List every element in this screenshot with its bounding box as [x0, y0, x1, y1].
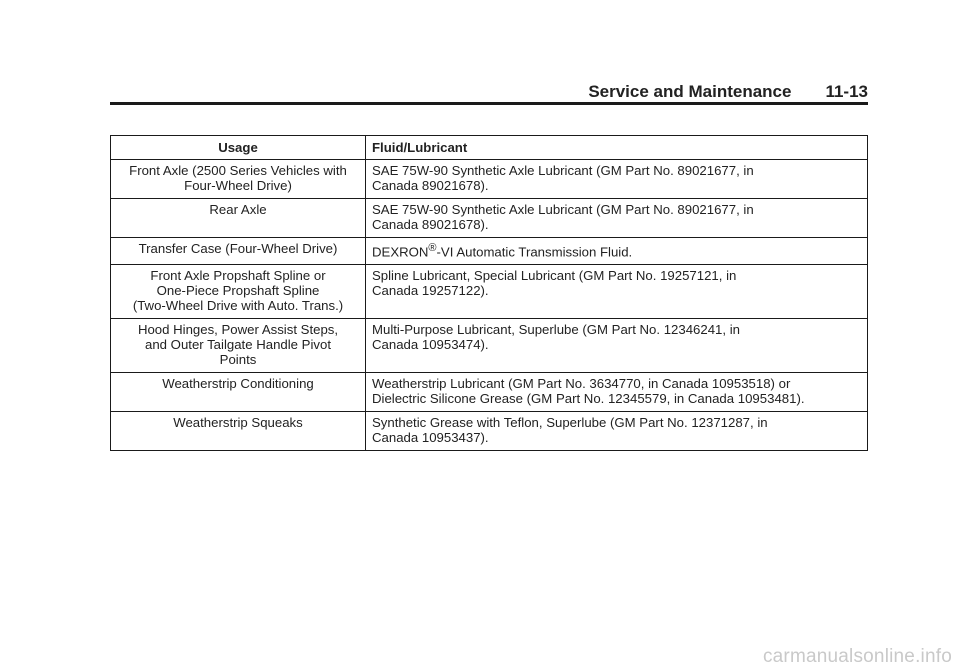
usage-line: (Two-Wheel Drive with Auto. Trans.): [132, 298, 344, 314]
usage-line: Front Axle Propshaft Spline or: [150, 268, 326, 284]
fluid-line: SAE 75W-90 Synthetic Axle Lubricant (GM Part No. 89021677, in: [372, 202, 754, 217]
fluid-cell: [366, 412, 868, 451]
fluid-line: Multi-Purpose Lubricant, Superlube (GM Part No. 12346241, in: [372, 322, 740, 338]
page-number: 11-13: [825, 82, 868, 101]
usage-cell: [111, 265, 366, 319]
table-row: [111, 412, 868, 451]
usage-line: Weatherstrip Conditioning: [162, 376, 314, 392]
fluid-cell: [366, 373, 868, 412]
usage-line: Front Axle (2500 Series Vehicles with: [129, 163, 347, 178]
page-header: [110, 80, 868, 102]
fluid-cell: [366, 199, 868, 238]
usage-line: One-Piece Propshaft Spline: [156, 283, 320, 299]
table-header-row: [111, 136, 868, 160]
fluid-line: Spline Lubricant, Special Lubricant (GM Part No. 19257121, in: [372, 268, 737, 284]
fluid-brand: DEXRON: [372, 244, 429, 260]
fluid-cell: [366, 238, 868, 265]
usage-line: Weatherstrip Squeaks: [173, 415, 303, 431]
table-row: [111, 265, 868, 319]
fluid-line: Weatherstrip Lubricant (GM Part No. 3634770, in Canada 10953518) or: [372, 376, 791, 392]
column-header-fluid: Fluid/Lubricant: [366, 136, 868, 160]
fluid-line: Canada 89021678).: [372, 178, 489, 193]
header-rule: [110, 102, 868, 105]
usage-cell: [111, 238, 366, 265]
fluid-line: Synthetic Grease with Teflon, Superlube (GM Part No. 12371287, in: [372, 415, 768, 431]
registered-mark: ®: [428, 242, 437, 254]
table-row: [111, 373, 868, 412]
fluid-line: Canada 10953437).: [372, 430, 489, 446]
fluid-cell: [366, 265, 868, 319]
usage-cell: [111, 373, 366, 412]
fluid-cell: [366, 160, 868, 199]
column-header-usage: Usage: [111, 136, 366, 160]
watermark: carmanualsonline.info: [762, 646, 952, 667]
usage-cell: [111, 199, 366, 238]
fluid-line: Dielectric Silicone Grease (GM Part No. 12345579, in Canada 10953481).: [372, 391, 805, 407]
fluid-line: Canada 19257122).: [372, 283, 489, 299]
usage-line: and Outer Tailgate Handle Pivot: [145, 337, 331, 353]
table-row: [111, 238, 868, 265]
usage-line: Hood Hinges, Power Assist Steps,: [137, 322, 339, 338]
fluid-remainder: -VI Automatic Transmission Fluid.: [436, 244, 633, 260]
fluid-line: Canada 89021678).: [372, 217, 489, 232]
section-title: Service and Maintenance: [588, 82, 792, 101]
fluid-line: SAE 75W-90 Synthetic Axle Lubricant (GM Part No. 89021677, in: [372, 163, 754, 178]
usage-line: Rear Axle: [209, 202, 267, 217]
table-row: [111, 199, 868, 238]
usage-line: Four-Wheel Drive): [184, 178, 292, 193]
usage-line: Points: [219, 352, 257, 368]
fluid-line: [372, 241, 863, 259]
usage-cell: [111, 412, 366, 451]
table-row: [111, 319, 868, 373]
usage-cell: [111, 319, 366, 373]
table-row: [111, 160, 868, 199]
lubricant-table: [110, 135, 868, 451]
fluid-line: Canada 10953474).: [372, 337, 489, 353]
usage-cell: [111, 160, 366, 199]
fluid-cell: [366, 319, 868, 373]
usage-line: Transfer Case (Four-Wheel Drive): [138, 241, 338, 256]
